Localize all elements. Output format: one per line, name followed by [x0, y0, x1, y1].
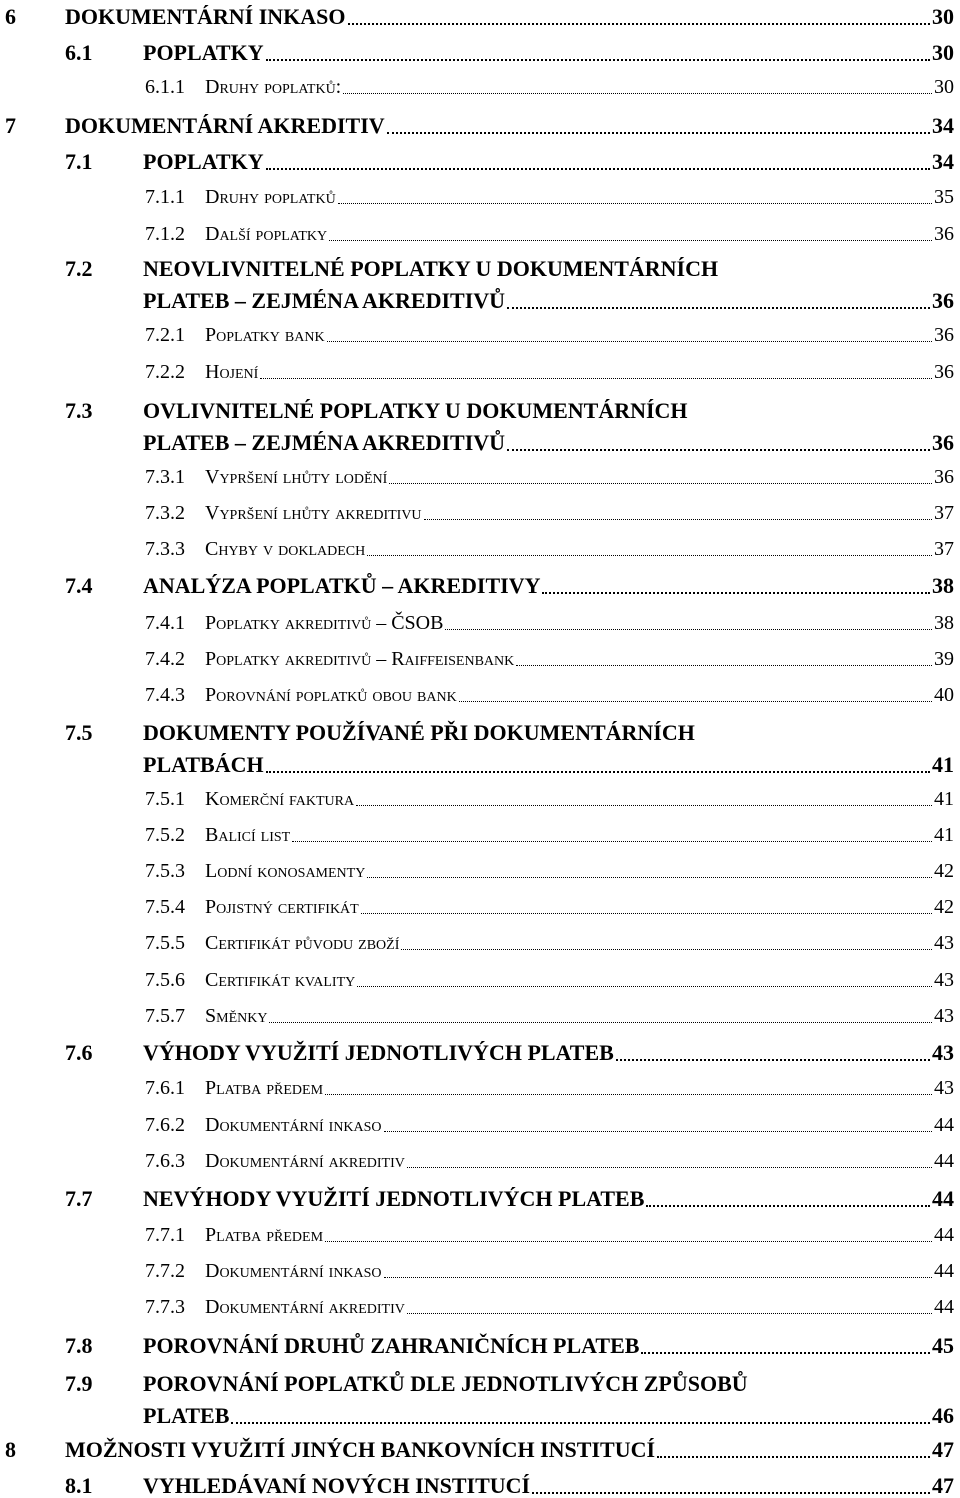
toc-entry-page-number: 47 [932, 1473, 954, 1498]
toc-entry-title: POROVNÁNÍ POPLATKŮ DLE JEDNOTLIVÝCH ZPŮSOBŮ [143, 1371, 748, 1396]
toc-entry-title: Certifikát původu zboží [205, 932, 400, 954]
toc-entry-page-number: 44 [932, 1186, 954, 1211]
toc-entry-page-number: 36 [934, 324, 954, 346]
toc-entry-title: NEOVLIVNITELNÉ POPLATKY U DOKUMENTÁRNÍCH [143, 256, 719, 281]
toc-entry-number: 7.1 [65, 149, 93, 174]
toc-entry-number: 7.5.5 [145, 932, 185, 954]
toc-entry-title: Další poplatky [205, 223, 328, 245]
toc-dot-leader [266, 59, 930, 61]
toc-entry-number: 6.1 [65, 40, 93, 65]
toc-entry-page-number: 47 [932, 1437, 954, 1462]
toc-entry-title: VYHLEDÁVANÍ NOVÝCH INSTITUCÍ [143, 1473, 531, 1498]
toc-dot-leader [384, 1131, 932, 1132]
toc-dot-leader [325, 1241, 932, 1242]
toc-entry-page-number: 44 [934, 1296, 954, 1318]
toc-entry-title: PLATEB [143, 1403, 230, 1428]
toc-entry-number: 7.8 [65, 1333, 93, 1358]
toc-entry-title: Směnky [205, 1005, 268, 1027]
toc-entry-page-number: 39 [934, 648, 954, 670]
toc-entry-page-number: 36 [934, 466, 954, 488]
toc-entry-number: 7.4.1 [145, 612, 185, 634]
toc-entry-title: PLATEB – ZEJMÉNA AKREDITIVŮ [143, 288, 506, 313]
toc-entry-number: 7.2.2 [145, 361, 185, 383]
toc-entry-number: 7.6.2 [145, 1114, 185, 1136]
toc-entry-title: Platba předem [205, 1077, 324, 1099]
toc-entry-title: Druhy poplatků: [205, 76, 342, 98]
toc-dot-leader [292, 841, 932, 842]
toc-entry-number: 7.4.2 [145, 648, 185, 670]
toc-entry-title: VÝHODY VYUŽITÍ JEDNOTLIVÝCH PLATEB [143, 1040, 614, 1065]
toc-entry-page-number: 44 [934, 1224, 954, 1246]
toc-entry-page-number: 44 [934, 1114, 954, 1136]
toc-entry-title: PLATBÁCH [143, 752, 264, 777]
toc-entry-title: POROVNÁNÍ DRUHŮ ZAHRANIČNÍCH PLATEB [143, 1333, 640, 1358]
toc-entry-page-number: 41 [934, 788, 954, 810]
toc-entry-title: Pojistný certifikát [205, 896, 359, 918]
toc-dot-leader [367, 877, 932, 878]
toc-entry-number: 7.7.1 [145, 1224, 185, 1246]
toc-entry-page-number: 45 [932, 1333, 954, 1358]
toc-entry-number: 6.1.1 [145, 76, 185, 98]
toc-entry-number: 7.6.3 [145, 1150, 185, 1172]
toc-entry-page-number: 30 [934, 76, 954, 98]
toc-entry-page-number: 38 [934, 612, 954, 634]
toc-entry-number: 8.1 [65, 1473, 93, 1498]
toc-entry-page-number: 43 [932, 1040, 954, 1065]
toc-entry-title: Druhy poplatků [205, 186, 336, 208]
toc-entry-number: 6 [5, 4, 16, 29]
toc-dot-leader [361, 913, 932, 914]
toc-entry-title: Dokumentární inkaso [205, 1260, 382, 1282]
toc-entry-number: 7.3.1 [145, 466, 185, 488]
toc-entry-title: POPLATKY [143, 40, 264, 65]
toc-entry-page-number: 43 [934, 969, 954, 991]
toc-entry-page-number: 43 [934, 1005, 954, 1027]
toc-dot-leader [266, 771, 930, 773]
toc-entry-title: DOKUMENTY POUŽÍVANÉ PŘI DOKUMENTÁRNÍCH [143, 720, 695, 745]
toc-dot-leader [356, 805, 932, 806]
toc-dot-leader [327, 341, 932, 342]
toc-entry-page-number: 36 [934, 361, 954, 383]
toc-dot-leader [231, 1422, 930, 1424]
toc-dot-leader [329, 240, 932, 241]
toc-entry-page-number: 44 [934, 1260, 954, 1282]
toc-entry-number: 7.3.3 [145, 538, 185, 560]
toc-entry-title: Dokumentární inkaso [205, 1114, 382, 1136]
toc-entry-number: 7.4 [65, 573, 93, 598]
toc-entry-title: Balicí list [205, 824, 291, 846]
toc-entry-number: 7.7 [65, 1186, 93, 1211]
toc-entry-page-number: 34 [932, 113, 954, 138]
toc-entry-number: 7.1.1 [145, 186, 185, 208]
toc-dot-leader [507, 449, 930, 451]
toc-entry-page-number: 46 [932, 1403, 954, 1428]
toc-dot-leader [407, 1167, 932, 1168]
toc-entry-number: 7.6 [65, 1040, 93, 1065]
toc-entry-number: 7.5.7 [145, 1005, 185, 1027]
toc-dot-leader [507, 307, 930, 309]
toc-entry-title: OVLIVNITELNÉ POPLATKY U DOKUMENTÁRNÍCH [143, 398, 688, 423]
toc-dot-leader [424, 519, 932, 520]
toc-dot-leader [657, 1456, 930, 1458]
toc-entry-title: Dokumentární akreditiv [205, 1296, 405, 1318]
toc-dot-leader [269, 1022, 932, 1023]
toc-dot-leader [445, 629, 932, 630]
toc-dot-leader [338, 203, 932, 204]
toc-entry-number: 7 [5, 113, 16, 138]
toc-entry-number: 7.5.6 [145, 969, 185, 991]
toc-dot-leader [343, 93, 932, 94]
toc-dot-leader [407, 1313, 932, 1314]
toc-entry-page-number: 36 [934, 223, 954, 245]
toc-entry-title: NEVÝHODY VYUŽITÍ JEDNOTLIVÝCH PLATEB [143, 1186, 645, 1211]
toc-dot-leader [325, 1094, 932, 1095]
toc-entry-title: DOKUMENTÁRNÍ AKREDITIV [65, 113, 385, 138]
toc-entry-title: Poplatky akreditivů – Raiffeisenbank [205, 648, 515, 670]
toc-entry-number: 8 [5, 1437, 16, 1462]
toc-dot-leader [348, 23, 930, 25]
toc-entry-number: 7.9 [65, 1371, 93, 1396]
toc-entry-title: POPLATKY [143, 149, 264, 174]
toc-entry-title: DOKUMENTÁRNÍ INKASO [65, 4, 346, 29]
toc-entry-title: Komerční faktura [205, 788, 355, 810]
toc-entry-number: 7.5 [65, 720, 93, 745]
toc-entry-number: 7.5.2 [145, 824, 185, 846]
toc-entry-title: Dokumentární akreditiv [205, 1150, 405, 1172]
toc-entry-title: Platba předem [205, 1224, 324, 1246]
toc-entry-title: Chyby v dokladech [205, 538, 366, 560]
toc-entry-page-number: 38 [932, 573, 954, 598]
toc-dot-leader [389, 483, 932, 484]
toc-entry-number: 7.2 [65, 256, 93, 281]
toc-entry-title: Vypršení lhůty akreditivu [205, 502, 422, 524]
toc-entry-page-number: 35 [934, 186, 954, 208]
toc-entry-page-number: 41 [932, 752, 954, 777]
toc-entry-number: 7.5.3 [145, 860, 185, 882]
toc-entry-page-number: 40 [934, 684, 954, 706]
toc-entry-page-number: 42 [934, 896, 954, 918]
toc-entry-page-number: 37 [934, 502, 954, 524]
toc-entry-number: 7.5.4 [145, 896, 185, 918]
toc-entry-page-number: 36 [932, 430, 954, 455]
toc-dot-leader [367, 555, 932, 556]
toc-entry-page-number: 30 [932, 40, 954, 65]
toc-entry-number: 7.1.2 [145, 223, 185, 245]
toc-entry-page-number: 34 [932, 149, 954, 174]
toc-entry-number: 7.6.1 [145, 1077, 185, 1099]
toc-entry-page-number: 41 [934, 824, 954, 846]
toc-entry-number: 7.2.1 [145, 324, 185, 346]
toc-entry-number: 7.3 [65, 398, 93, 423]
toc-entry-page-number: 43 [934, 932, 954, 954]
toc-entry-title: Porovnání poplatků obou bank [205, 684, 457, 706]
toc-dot-leader [542, 592, 930, 594]
toc-entry-title: Certifikát kvality [205, 969, 356, 991]
toc-dot-leader [387, 132, 930, 134]
toc-dot-leader [266, 168, 930, 170]
toc-entry-number: 7.4.3 [145, 684, 185, 706]
toc-entry-title: Poplatky akreditivů – ČSOB [205, 612, 444, 634]
toc-dot-leader [384, 1277, 932, 1278]
toc-dot-leader [401, 949, 932, 950]
toc-entry-page-number: 44 [934, 1150, 954, 1172]
toc-dot-leader [459, 701, 932, 702]
toc-dot-leader [641, 1352, 930, 1354]
toc-entry-page-number: 42 [934, 860, 954, 882]
toc-entry-title: Poplatky bank [205, 324, 325, 346]
toc-dot-leader [260, 378, 932, 379]
toc-dot-leader [532, 1492, 930, 1494]
toc-entry-title: ANALÝZA POPLATKŮ – AKREDITIVY [143, 573, 541, 598]
toc-entry-number: 7.7.2 [145, 1260, 185, 1282]
toc-dot-leader [357, 986, 932, 987]
toc-dot-leader [616, 1059, 930, 1061]
toc-entry-title: Vypršení lhůty lodění [205, 466, 388, 488]
toc-entry-title: Hojení [205, 361, 259, 383]
toc-entry-number: 7.5.1 [145, 788, 185, 810]
toc-dot-leader [646, 1205, 930, 1207]
toc-entry-page-number: 30 [932, 4, 954, 29]
toc-entry-number: 7.3.2 [145, 502, 185, 524]
toc-dot-leader [516, 665, 932, 666]
toc-entry-title: Lodní konosamenty [205, 860, 366, 882]
toc-entry-number: 7.7.3 [145, 1296, 185, 1318]
toc-entry-page-number: 37 [934, 538, 954, 560]
toc-entry-page-number: 43 [934, 1077, 954, 1099]
toc-entry-title: PLATEB – ZEJMÉNA AKREDITIVŮ [143, 430, 506, 455]
toc-entry-page-number: 36 [932, 288, 954, 313]
toc-entry-title: MOŽNOSTI VYUŽITÍ JINÝCH BANKOVNÍCH INSTITUCÍ [65, 1437, 656, 1462]
